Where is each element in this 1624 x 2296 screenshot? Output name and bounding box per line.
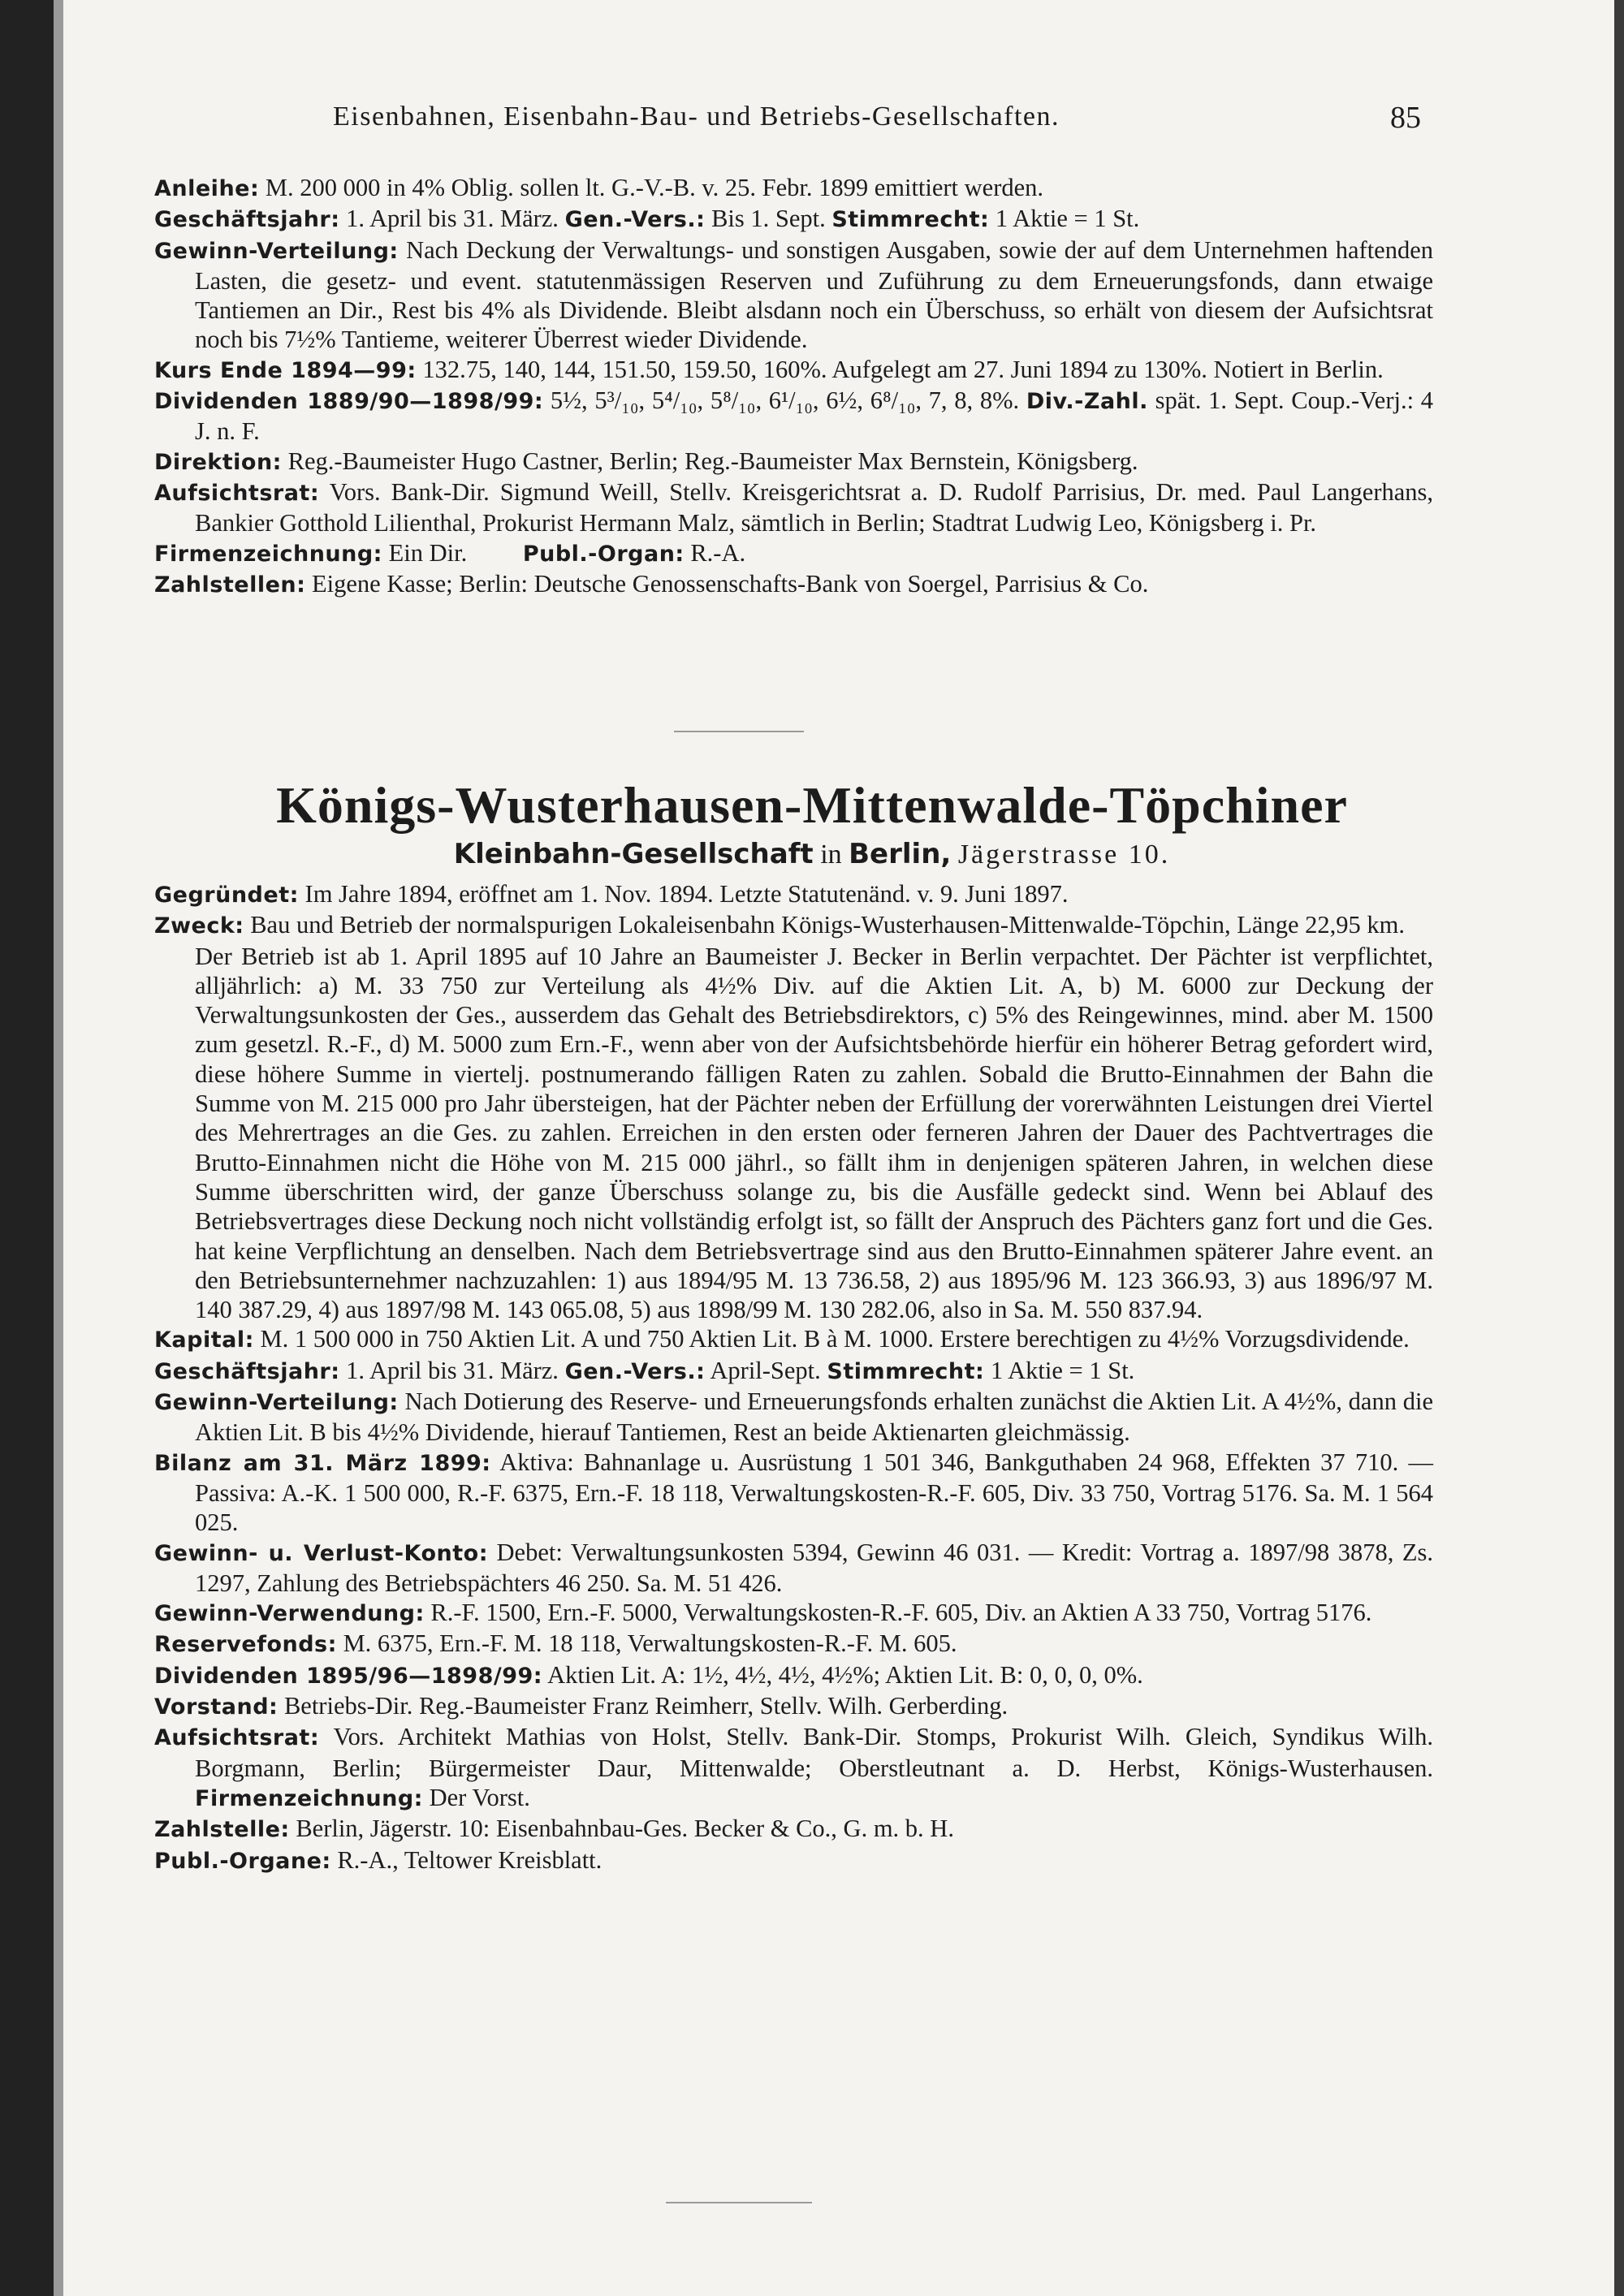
entry-gewinn-verteilung: Gewinn-Verteilung: Nach Deckung der Verwaltungs- und sonstigen Ausgaben, sowie der auf dem Unternehmen haftenden Lasten, die gesetz- und event. statutenmässigen Reserven und Zuführung zu dem Erneuerungsfonds, dann etwaige Tantiemen an Dir., Rest bis 4% als Dividende. Bleibt alsdann noch ein Überschuss, so erhält von diesem der Aufsichtsrat noch bis 7½% Tantieme, weiterer Überrest wieder Dividende.	[154, 235, 1434, 354]
entry-dividenden: Dividenden 1895/96—1898/99: Aktien Lit. A: 1½, 4½, 4½, 4½%; Aktien Lit. B: 0, 0, 0, 0%.	[154, 1660, 1143, 1689]
entry-gewinn-verteilung: Gewinn-Verteilung: Nach Dotierung des Reserve- und Erneuerungsfonds erhalten zunächst die Aktien Lit. A 4½%, dann die Aktien Lit. B bis 4½% Dividende, hierauf Tantiemen, Rest an beide Aktienarten gleichmässig.	[154, 1388, 1433, 1447]
company-entry	[154, 879, 1433, 1876]
entry-direktion: Direktion: Reg.-Baumeister Hugo Castner, Berlin; Reg.-Baumeister Max Bernstein, Königsberg.	[154, 447, 1138, 475]
entry-zweck: Zweck: Bau und Betrieb der normalspurigen Lokaleisenbahn Königs-Wusterhausen-Mittenwalde-Töpchin, Länge 22,95 km.	[154, 911, 1405, 939]
previous-entry	[154, 173, 1433, 600]
entry-geschaeftsjahr: Geschäftsjahr: 1. April bis 31. März. Gen.-Vers.: Bis 1. Sept. Stimmrecht: 1 Aktie = 1 St.	[154, 205, 1140, 233]
entry-zahlstelle: Zahlstelle: Berlin, Jägerstr. 10: Eisenbahnbau-Ges. Becker & Co., G. m. b. H.	[154, 1815, 954, 1843]
page-number: 85	[1390, 101, 1421, 135]
scan-edge-right	[1614, 0, 1624, 2296]
entry-anleihe: Anleihe: M. 200 000 in 4% Oblig. sollen lt. G.-V.-B. v. 25. Febr. 1899 emittiert werden.	[154, 174, 1044, 201]
company-subtitle: Kleinbahn-Gesellschaft in Berlin, Jägerstrasse 10.	[453, 838, 1171, 870]
entry-geschaeftsjahr: Geschäftsjahr: 1. April bis 31. März. Gen.-Vers.: April-Sept. Stimmrecht: 1 Aktie = 1 St.	[154, 1356, 1135, 1384]
entry-betrieb: Der Betrieb ist ab 1. April 1895 auf 10 Jahre an Baumeister J. Becker in Berlin verpachtet. Der Pächter ist verpflichtet, alljährlich: a) M. 33 750 zur Verteilung als 4½% Div. auf die Aktien Lit. A, b) M. 6000 zur Deckung der Verwaltungsunkosten der Ges., ausserdem das Gehalt des Betriebsdirektors, c) 5% des Reingewinnes, mind. aber M. 1500 zum gesetzl. R.-F., d) M. 5000 zum Ern.-F., wenn aber von der Aufsichtsbehörde hierfür ein höherer Betrag gefordert wird, diese höhere Summe in viertelj. postnumerando fälligen Raten zu zahlen. Sobald die Brutto-Einnahmen der Bahn die Summe von M. 215 000 pro Jahr übersteigen, hat der Pächter neben der Erfüllung der vorerwähnten Leistungen drei Viertel des Mehrertrages an die Ges. zu zahlen. Erreichen in den ersten oder ferneren Jahren der Dauer des Pachtvertrages die Brutto-Einnahmen nicht die Höhe von M. 215 000 jährl., so fällt ihm in denjenigen späteren Jahren, in welchen diese Summe überschritten wird, der ganze Überschuss solange zu, bis die Ausfälle gedeckt sind. Wenn bei Ablauf des Betriebsvertrages diese Deckung noch nicht vollständig erfolgt ist, so fällt der Anspruch des Pächters ganz fort und die Ges. hat keine Verpflichtung an denselben. Nach dem Betriebsvertrage sind aus den Brutto-Einnahmen späterer Jahre event. an den Betriebsunternehmer nachzuzahlen: 1) aus 1894/95 M. 13 736.58, 2) aus 1895/96 M. 123 366.93, 3) aus 1896/97 M. 140 387.29, 4) aus 1897/98 M. 143 065.08, 5) aus 1898/99 M. 130 282.06, also in Sa. M. 550 837.94.	[195, 942, 1433, 1324]
company-title: Königs-Wusterhausen-Mittenwalde-Töpchiner	[276, 776, 1348, 834]
entry-vorstand: Vorstand: Betriebs-Dir. Reg.-Baumeister Franz Reimherr, Stellv. Wilh. Gerberding.	[154, 1692, 1009, 1720]
entry-bilanz: Bilanz am 31. März 1899: Aktiva: Bahnanlage u. Ausrüstung 1 501 346, Bankguthaben 24 968, Effekten 37 710. — Passiva: A.-K. 1 500 000, R.-F. 6375, Ern.-F. 18 118, Verwaltungskosten-R.-F. 605, Div. 33 750, Vortrag 5176. Sa. M. 1 564 025.	[154, 1448, 1433, 1537]
scan-edge-shadow	[54, 0, 63, 2296]
entry-reservefonds: Reservefonds: M. 6375, Ern.-F. M. 18 118, Verwaltungskosten-R.-F. M. 605.	[154, 1629, 957, 1658]
entry-firmenzeichnung: Firmenzeichnung: Ein Dir. Publ.-Organ: R.-A.	[154, 538, 746, 567]
entry-gewinn-verlust-konto: Gewinn- u. Verlust-Konto: Debet: Verwaltungsunkosten 5394, Gewinn 46 031. — Kredit: Vortrag a. 1897/98 3878, Zs. 1297, Zahlung des Betriebspächters 46 250. Sa. M. 51 426.	[154, 1538, 1434, 1597]
entry-zahlstellen: Zahlstellen: Eigene Kasse; Berlin: Deutsche Genossenschafts-Bank von Soergel, Parrisius & Co.	[154, 569, 1149, 598]
entry-gegruendet: Gegründet: Im Jahre 1894, eröffnet am 1. Nov. 1894. Letzte Statutenänd. v. 9. Juni 1897.	[154, 880, 1069, 908]
entry-publ-organe: Publ.-Organe: R.-A., Teltower Kreisblatt.	[154, 1845, 603, 1874]
entry-dividenden: Dividenden 1889/90—1898/99: 5½, 5³/₁₀, 5⁴/₁₀, 5⁸/₁₀, 6¹/₁₀, 6½, 6⁸/₁₀, 7, 8, 8%. Div.-Zahl. spät. 1. Sept. Coup.-Verj.: 4 J. n. F.	[154, 386, 1434, 446]
running-header: Eisenbahnen, Eisenbahn-Bau- und Betriebs-Gesellschaften.	[333, 101, 1060, 132]
section-divider	[674, 731, 804, 732]
entry-kapital: Kapital: M. 1 500 000 in 750 Aktien Lit. A und 750 Aktien Lit. B à M. 1000. Erstere berechtigen zu 4½% Vorzugsdividende.	[154, 1325, 1410, 1353]
end-divider	[666, 2202, 812, 2203]
entry-aufsichtsrat: Aufsichtsrat: Vors. Architekt Mathias von Holst, Stellv. Bank-Dir. Stomps, Prokurist Wilh. Gleich, Syndikus Wilh. Borgmann, Berlin; Bürgermeister Daur, Mittenwalde; Oberstleutnant a. D. Herbst, Königs-Wusterhausen. Firmenzeichnung: Der Vorst.	[154, 1723, 1434, 1811]
entry-kurs: Kurs Ende 1894—99: 132.75, 140, 144, 151.50, 159.50, 160%. Aufgelegt am 27. Juni 1894 zu 130%. Notiert in Berlin.	[154, 355, 1384, 383]
entry-gewinn-verwendung: Gewinn-Verwendung: R.-F. 1500, Ern.-F. 5000, Verwaltungskosten-R.-F. 605, Div. an Aktien A 33 750, Vortrag 5176.	[154, 1599, 1372, 1627]
entry-aufsichtsrat: Aufsichtsrat: Vors. Bank-Dir. Sigmund Weill, Stellv. Kreisgerichtsrat a. D. Rudolf Parrisius, Dr. med. Paul Langerhans, Bankier Gotthold Lilienthal, Prokurist Hermann Malz, sämtlich in Berlin; Stadtrat Ludwig Leo, Königsberg i. Pr.	[154, 477, 1434, 537]
scan-edge-left	[0, 0, 54, 2296]
